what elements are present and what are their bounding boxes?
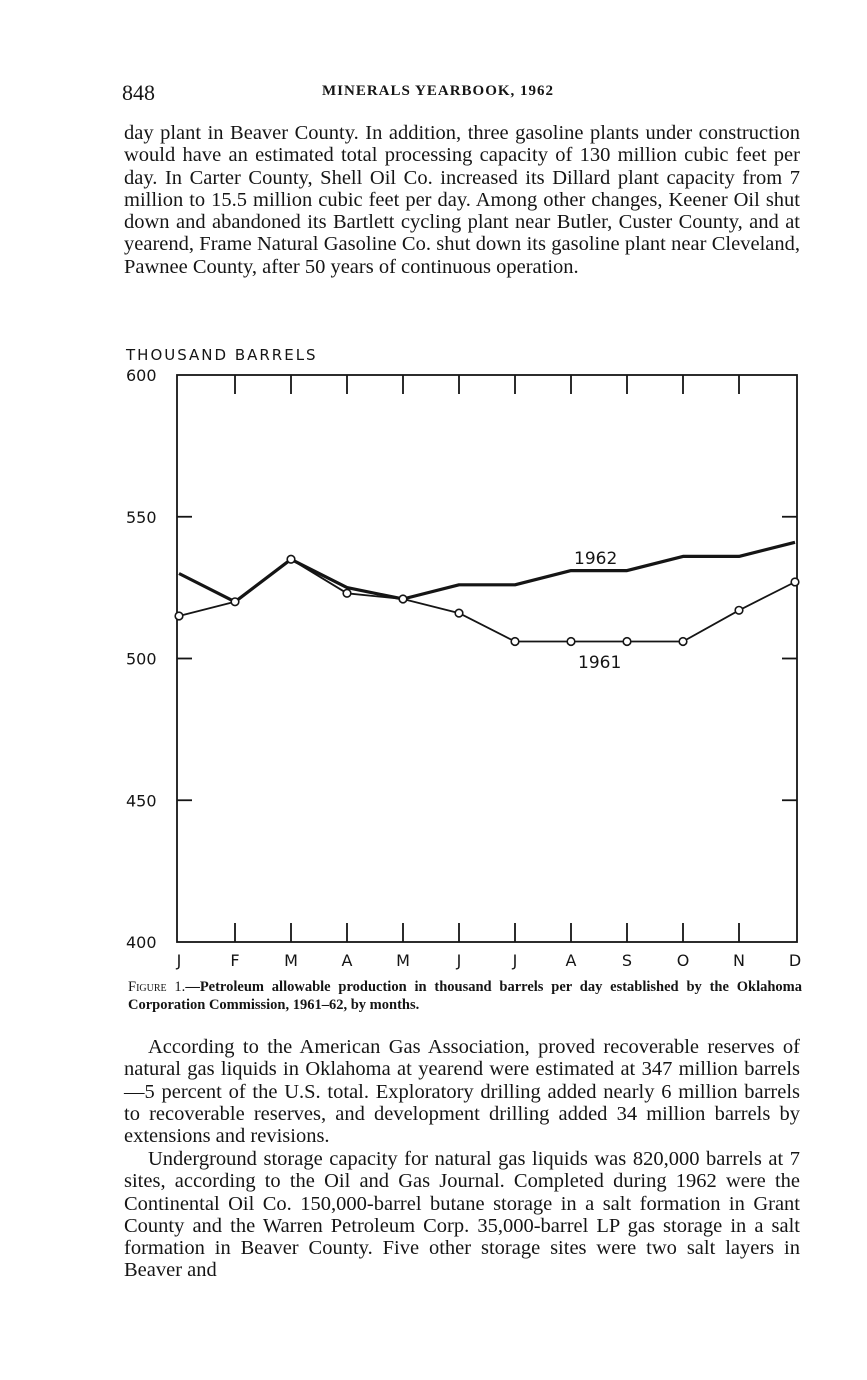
x-tick-label: O [676,951,690,970]
figure-caption-text: —Petroleum allowable production in thousand barrels per day established by the Oklahoma Corporation Commission, 1961–62, by months. [128,979,802,1013]
x-tick-label: M [284,951,298,970]
data-point-1961 [287,555,295,563]
x-tick-label: M [396,951,410,970]
data-point-1961 [343,589,351,597]
data-point-1961 [735,607,743,615]
y-tick-label: 550 [126,507,157,527]
data-point-1961 [567,638,575,646]
series-label-1961: 1961 [578,653,622,673]
data-point-1961 [399,595,407,603]
x-tick-label: J [176,951,182,970]
figure-caption [128,978,802,1014]
data-point-1961 [791,578,799,586]
running-title: MINERALS YEARBOOK, 1962 [322,83,555,99]
y-tick-label: 450 [126,791,157,811]
x-tick-label: F [230,951,240,970]
x-tick-label: S [621,951,633,970]
data-point-1961 [623,638,631,646]
x-tick-label: A [565,951,577,970]
y-axis-label: THOUSAND BARRELS [126,346,318,364]
data-point-1961 [511,638,519,646]
plot-frame [177,375,797,942]
series-line-1961 [179,559,795,641]
x-tick-label: A [341,951,353,970]
x-tick-label: D [788,951,802,970]
page-number: 848 [122,80,155,105]
data-point-1961 [231,598,239,606]
x-tick-label: J [456,951,462,970]
paragraph: According to the American Gas Association, proved recoverable reserves of natural gas liquids in Oklahoma at yearend were estimated at 347 million barrels—5 percent of the U.S. total. Exploratory drilling added nearly 6 million barrels to recoverable reserves, and development drilling added 34 million barrels by extensions and revisions. [124,1036,800,1148]
y-tick-label: 400 [126,933,157,952]
data-point-1961 [175,612,183,620]
y-tick-label: 500 [126,649,157,669]
y-tick-label: 600 [126,366,157,385]
data-point-1961 [455,609,463,617]
paragraph: Underground storage capacity for natural gas liquids was 820,000 barrels at 7 sites, according to the Oil and Gas Journal. Completed during 1962 were the Continental Oil Co. 150,000-barrel butane storage in a salt formation in Grant County and the Warren Petroleum Corp. 35,000-barrel LP gas storage in a salt formation in Beaver County. Five other storage sites were two salt layers in Beaver and [124,1148,800,1282]
x-tick-label: N [733,951,745,970]
x-tick-label: J [512,951,518,970]
figure-label: Figure 1. [128,979,186,995]
series-label-1962: 1962 [574,549,618,569]
data-point-1961 [679,638,687,646]
series-line-1962 [179,542,795,602]
paragraph: day plant in Beaver County. In addition, three gasoline plants under construction would have an estimated total processing capacity of 130 million cubic feet per day. In Carter County, Shell Oil Co. increased its Dillard plant capacity from 7 million to 15.5 million cubic feet per day. Among other changes, Keener Oil shut down and abandoned its Bartlett cycling plant near Butler, Custer County, and at yearend, Frame Natural Gasoline Co. shut down its gasoline plant near Cleveland, Pawnee County, after 50 years of continuous operation. [124,122,800,278]
